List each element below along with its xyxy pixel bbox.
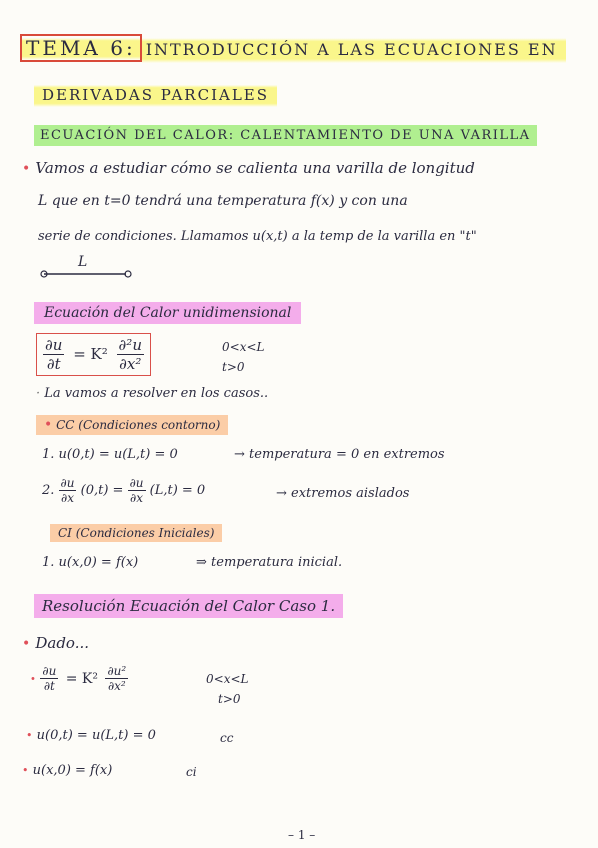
given-equation: • $\frac{\partial u}{\partial t}$ = K² $\frac{\text{∂u²}}{\text{∂x²}}$	[30, 664, 127, 693]
heat-equation	[36, 333, 151, 376]
cc-item-2: 2. $\frac{\partial u}{\partial x}$ (0,t) = $\frac{\partial u}{\partial x}$ (L,t) = 0	[42, 476, 206, 505]
domain-x: 0<x<L	[222, 340, 265, 354]
intro-line-2: L que en t=0 tendrá una temperatura f(x) y con una	[38, 193, 408, 209]
bullet-icon: •	[26, 729, 33, 742]
section-heat-heading: ECUACIÓN DEL CALOR: CALENTAMIENTO DE UNA VARILLA	[34, 125, 537, 146]
page-title	[20, 36, 566, 60]
given-rhs-fraction: $\frac{\text{∂u²}}{\text{∂x²}}$	[107, 664, 127, 693]
lhs-fraction: $\frac{\partial u}{\partial t}$	[45, 336, 63, 373]
intro-line-1: • Vamos a estudiar cómo se calienta una varilla de longitud	[22, 159, 475, 177]
equation-box: $\frac{\partial u}{\partial t}$ = K² $\frac{\text{∂²u}}{\text{∂x²}}$	[36, 333, 151, 376]
page-number: – 1 –	[288, 828, 316, 842]
cc2-fraction-2: $\frac{\partial u}{\partial x}$	[129, 476, 144, 505]
title-line2: DERIVADAS PARCIALES	[34, 83, 277, 107]
cc-item-1-desc: → temperatura = 0 en extremos	[234, 447, 445, 462]
bullet-icon: •	[30, 674, 36, 686]
given-lhs-fraction: $\frac{\partial u}{\partial t}$	[42, 664, 57, 693]
bullet-icon: •	[22, 636, 31, 652]
cc-item-1: 1. u(0,t) = u(L,t) = 0	[42, 447, 178, 462]
ci-item-1: 1. u(x,0) = f(x)	[42, 555, 139, 570]
rod-length-label: L	[78, 254, 88, 270]
bullet-icon: •	[44, 417, 53, 433]
cc2-fraction-1: $\frac{\partial u}{\partial x}$	[60, 476, 75, 505]
dado-line: • Dado...	[22, 634, 90, 652]
given-domain-x: 0<x<L	[206, 672, 249, 686]
section-case1-heading: Resolución Ecuación del Calor Caso 1.	[34, 594, 343, 618]
given-ic-tag: ci	[186, 765, 197, 779]
section-1d-heading: Ecuación del Calor unidimensional	[34, 302, 301, 324]
title-rest: INTRODUCCIÓN A LAS ECUACIONES EN	[142, 36, 566, 63]
bullet-icon: •	[22, 764, 29, 777]
rhs-fraction: $\frac{\text{∂²u}}{\text{∂x²}}$	[118, 336, 142, 373]
bullet-icon: •	[22, 161, 31, 177]
given-ic: • u(x,0) = f(x)	[22, 763, 113, 778]
title-tema: TEMA 6:	[20, 34, 142, 62]
given-bc-tag: cc	[220, 731, 234, 745]
two-cases-text: · La vamos a resolver en los casos..	[36, 386, 269, 401]
rod-svg	[38, 254, 138, 284]
ci-item-1-desc: ⇒ temperatura inicial.	[196, 555, 343, 570]
ci-heading: CI (Condiciones Iniciales)	[50, 524, 222, 542]
domain-t: t>0	[222, 360, 245, 374]
intro-line-3: serie de condiciones. Llamamos u(x,t) a la temp de la varilla en "t"	[38, 229, 477, 244]
cc-heading: • CC (Condiciones contorno)	[36, 415, 228, 435]
given-domain-t: t>0	[218, 692, 241, 706]
rod-diagram	[38, 254, 138, 284]
given-bc: • u(0,t) = u(L,t) = 0	[26, 728, 156, 743]
cc-item-2-desc: → extremos aislados	[276, 486, 410, 501]
